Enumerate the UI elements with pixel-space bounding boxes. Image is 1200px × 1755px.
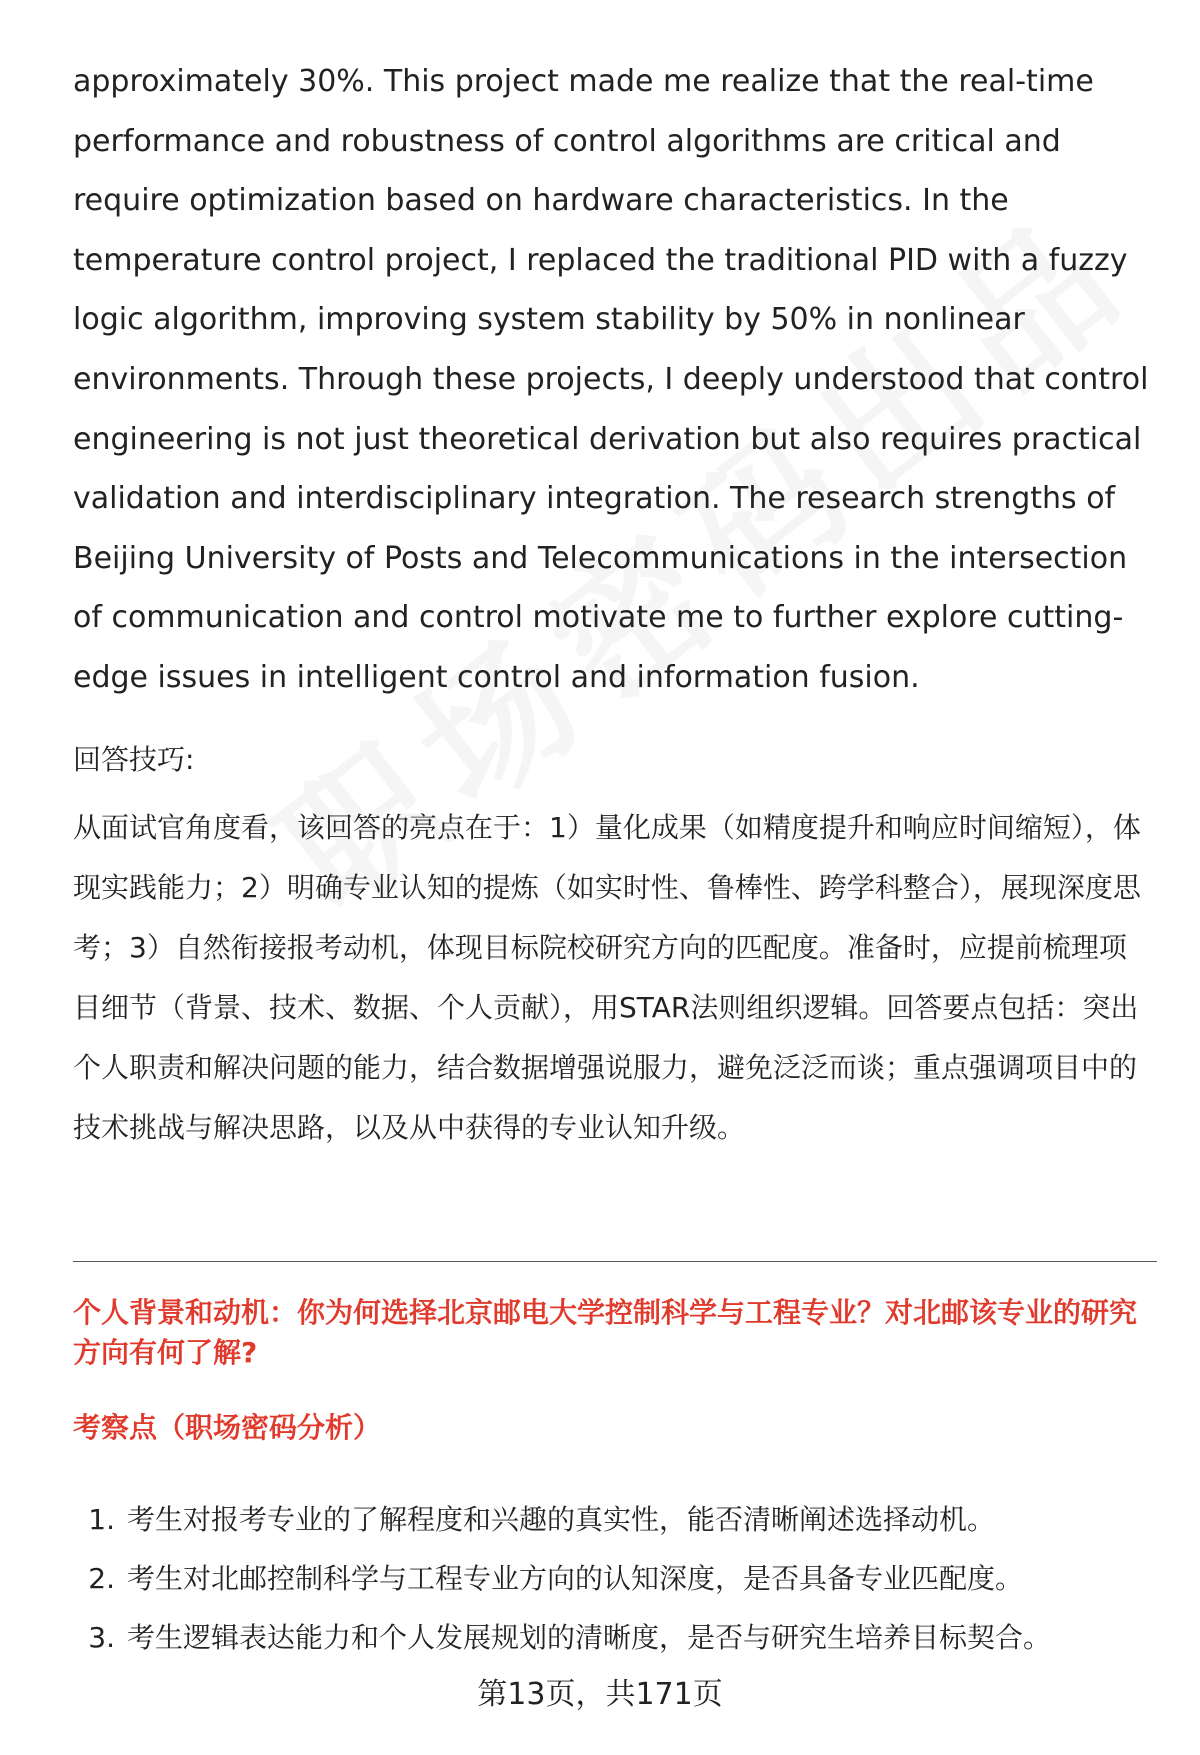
list-item-text: 考生对北邮控制科学与工程专业方向的认知深度，是否具备专业匹配度。: [127, 1562, 1024, 1595]
list-item: [73, 1549, 1157, 1608]
list-item: [73, 1490, 1157, 1549]
tips-heading: 回答技巧:: [73, 743, 195, 776]
list-item-number: 3.: [88, 1621, 115, 1654]
tips-paragraph: 从面试官角度看，该回答的亮点在于：1）量化成果（如精度提升和响应时间缩短），体现实践能力；2）明确专业认知的提炼（如实时性、鲁棒性、跨学科整合），展现深度思考；3）自然衔接报考动机，体现目标院校研究方向的匹配度。准备时，应提前梳理项目细节（背景、技术、数据、个人贡献），用STAR法则组织逻辑。回答要点包括：突出个人职责和解决问题的能力，结合数据增强说服力，避免泛泛而谈；重点强调项目中的技术挑战与解决思路，以及从中获得的专业认知升级。: [73, 811, 1141, 1144]
examination-points-list: [73, 1490, 1157, 1667]
page-number: 第13页，共171页: [477, 1677, 723, 1712]
section-divider: [73, 1261, 1157, 1262]
list-item-text: 考生逻辑表达能力和个人发展规划的清晰度，是否与研究生培养目标契合。: [127, 1621, 1052, 1654]
list-item-text: 考生对报考专业的了解程度和兴趣的真实性，能否清晰阐述选择动机。: [127, 1503, 996, 1536]
list-item-number: 1.: [88, 1503, 115, 1536]
question-heading: 个人背景和动机：你为何选择北京邮电大学控制科学与工程专业？对北邮该专业的研究方向有何了解?: [73, 1296, 1138, 1369]
answer-paragraph: approximately 30%. This project made me realize that the real-time performance and robustness of control algorithms are critical and require optimization based on hardware characteristics. In the temperature control project, I replaced the traditional PID with a fuzzy logic algorithm, improving system stability by 50% in nonlinear environments. Through these projects, I deeply understood that control engineering is not just theoretical derivation but also requires practical validation and interdisciplinary integration. The research strengths of Beijing University of Posts and Telecommunications in the intersection of communication and control motivate me to further explore cutting-edge issues in intelligent control and information fusion.: [73, 64, 1149, 695]
examination-heading: 考察点（职场密码分析）: [73, 1411, 382, 1444]
list-item: [73, 1608, 1157, 1667]
list-item-number: 2.: [88, 1562, 115, 1595]
